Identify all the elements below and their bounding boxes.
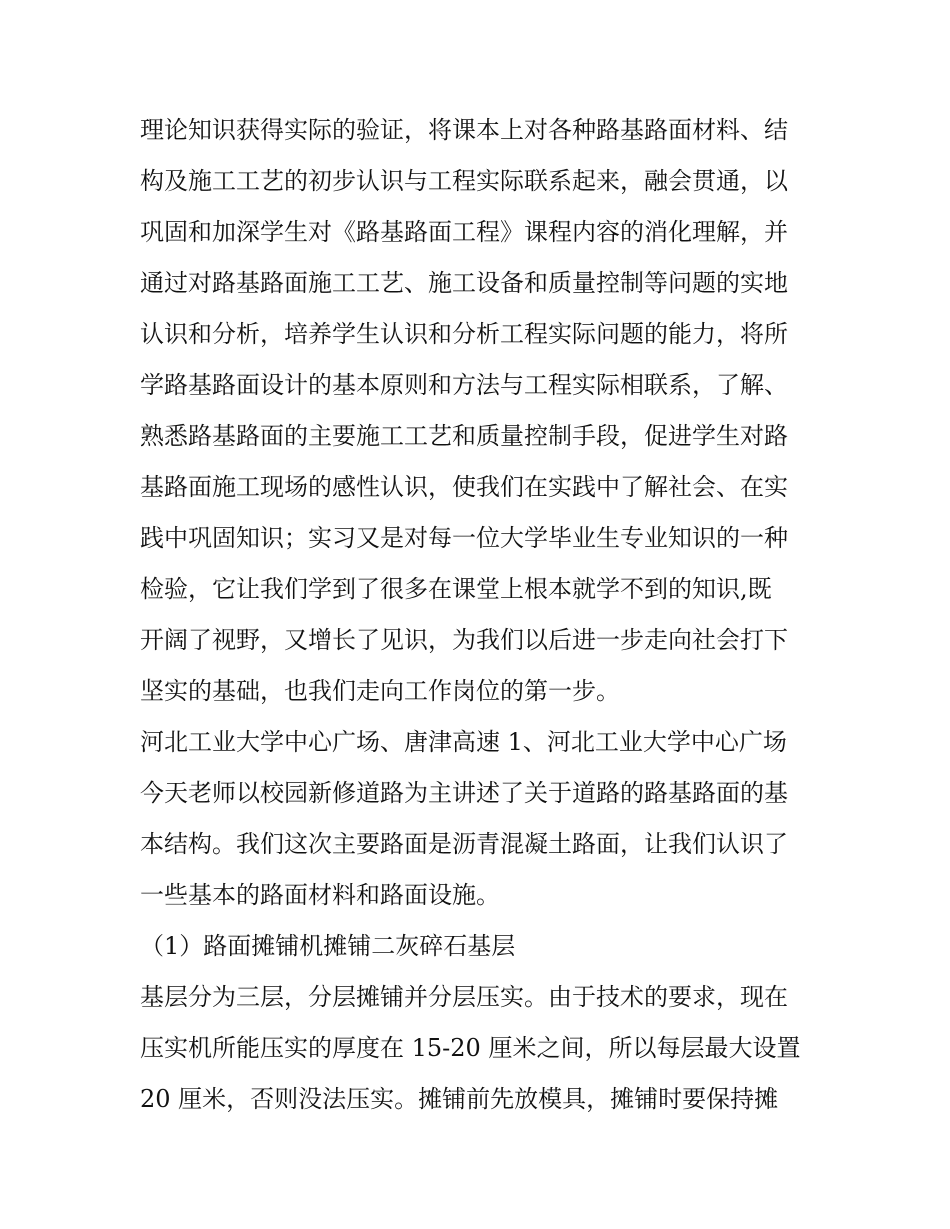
text-line-18: 基层分为三层，分层摊铺并分层压实。由于技术的要求，现在 xyxy=(140,983,788,1011)
document-body xyxy=(140,105,820,1125)
text-line-20: 20 厘米，否则没法压实。摊铺前先放模具，摊铺时要保持摊 xyxy=(140,1085,779,1113)
text-line-3: 巩固和加深学生对《路基路面工程》课程内容的消化理解，并 xyxy=(140,218,788,246)
text-line-15: 本结构。我们这次主要路面是沥青混凝土路面，让我们认识了 xyxy=(140,830,788,858)
text-line-6: 学路基路面设计的基本原则和方法与工程实际相联系，了解、 xyxy=(140,371,788,399)
text-line-11: 开阔了视野，又增长了见识，为我们以后进一步走向社会打下 xyxy=(140,626,788,654)
text-line-10: 检验，它让我们学到了很多在课堂上根本就学不到的知识,既 xyxy=(140,575,772,603)
text-line-2: 构及施工工艺的初步认识与工程实际联系起来，融会贯通，以 xyxy=(140,167,788,195)
text-line-7: 熟悉路基路面的主要施工工艺和质量控制手段，促进学生对路 xyxy=(140,422,788,450)
text-line-13: 河北工业大学中心广场、唐津高速 1、河北工业大学中心广场 xyxy=(140,728,787,756)
section-heading: （1）路面摊铺机摊铺二灰碎石基层 xyxy=(140,932,516,960)
text-line-19: 压实机所能压实的厚度在 15-20 厘米之间，所以每层最大设置 xyxy=(140,1034,801,1062)
text-line-5: 认识和分析，培养学生认识和分析工程实际问题的能力，将所 xyxy=(140,320,788,348)
text-line-8: 基路面施工现场的感性认识，使我们在实践中了解社会、在实 xyxy=(140,473,788,501)
text-line-1: 理论知识获得实际的验证，将课本上对各种路基路面材料、结 xyxy=(140,116,788,144)
text-line-14: 今天老师以校园新修道路为主讲述了关于道路的路基路面的基 xyxy=(140,779,788,807)
text-line-12: 坚实的基础，也我们走向工作岗位的第一步。 xyxy=(140,677,620,705)
text-line-9: 践中巩固知识；实习又是对每一位大学毕业生专业知识的一种 xyxy=(140,524,788,552)
text-line-4: 通过对路基路面施工工艺、施工设备和质量控制等问题的实地 xyxy=(140,269,788,297)
text-line-16: 一些基本的路面材料和路面设施。 xyxy=(140,881,500,909)
